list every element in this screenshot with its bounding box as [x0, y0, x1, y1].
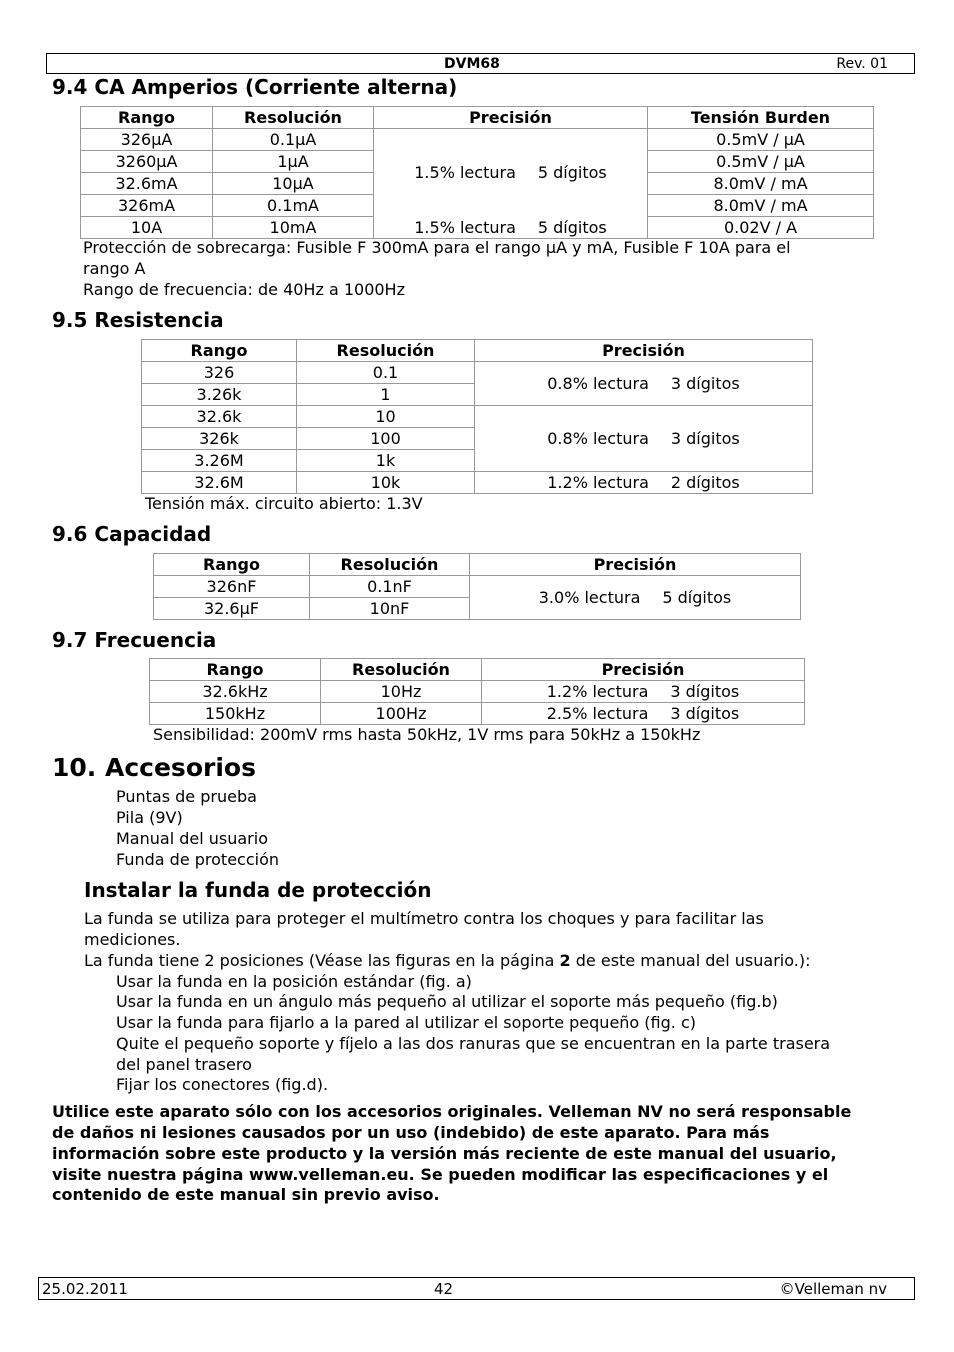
precision-digits: 2 dígitos	[670, 472, 740, 492]
range-cell: 32.6µF	[154, 598, 310, 620]
page-reference: 2	[559, 951, 571, 970]
precision-digits: 5 dígitos	[537, 162, 607, 182]
col-header: Rango	[142, 340, 297, 362]
col-header: Resolución	[213, 107, 374, 129]
warning-line: Utilice este aparato sólo con los accesorios originales. Velleman NV no será responsable	[52, 1102, 852, 1121]
resolution-cell: 10Hz	[321, 681, 482, 703]
precision-cell	[475, 406, 813, 472]
precision-cell	[475, 472, 813, 494]
accessory-item: Puntas de prueba	[116, 787, 257, 806]
cover-positions-text-end: de este manual del usuario.):	[570, 951, 811, 970]
range-cell: 32.6k	[142, 406, 297, 428]
resolution-cell: 10	[297, 406, 475, 428]
range-cell: 10A	[81, 217, 213, 239]
cover-step: Usar la funda para fijarlo a la pared al utilizar el soporte pequeño (fig. c)	[116, 1013, 696, 1032]
section-10-title: 10. Accesorios	[52, 753, 256, 782]
footer-date: 25.02.2011	[42, 1280, 128, 1298]
table-row	[142, 406, 813, 428]
page-header	[46, 53, 915, 74]
install-cover-title: Instalar la funda de protección	[84, 878, 432, 902]
resolution-cell: 100Hz	[321, 703, 482, 725]
col-header: Rango	[150, 659, 321, 681]
section-9-4-title: 9.4 CA Amperios (Corriente alterna)	[52, 75, 458, 99]
resolution-cell: 1k	[297, 450, 475, 472]
range-cell: 326mA	[81, 195, 213, 217]
table-row	[150, 681, 805, 703]
col-header: Resolución	[321, 659, 482, 681]
warning-line: información sobre este producto y la versión más reciente de este manual del usuario,	[52, 1144, 837, 1163]
frequency-table	[149, 658, 805, 725]
warning-line: contenido de este manual sin previo aviso.	[52, 1185, 440, 1204]
range-cell: 32.6M	[142, 472, 297, 494]
resolution-cell: 0.1µA	[213, 129, 374, 151]
cover-step: Usar la funda en un ángulo más pequeño al utilizar el soporte más pequeño (fig.b)	[116, 992, 778, 1011]
col-header: Rango	[154, 554, 310, 576]
col-header: Precisión	[475, 340, 813, 362]
precision-reading: 3.0% lectura	[538, 587, 641, 607]
resolution-cell: 1	[297, 384, 475, 406]
precision-cell	[482, 681, 805, 703]
section-9-6-title: 9.6 Capacidad	[52, 522, 212, 546]
overload-note-line2: rango A	[83, 259, 146, 278]
frequency-range-note: Rango de frecuencia: de 40Hz a 1000Hz	[83, 280, 405, 299]
cover-step: Quite el pequeño soporte y fíjelo a las dos ranuras que se encuentran en la parte trasera	[116, 1034, 831, 1053]
sensitivity-note: Sensibilidad: 200mV rms hasta 50kHz, 1V rms para 50kHz a 150kHz	[153, 725, 701, 744]
precision-reading: 1.5% lectura	[414, 162, 516, 182]
precision-cell	[374, 217, 648, 239]
table-row	[154, 576, 801, 598]
range-cell: 3.26M	[142, 450, 297, 472]
header-model: DVM68	[444, 56, 500, 72]
resolution-cell: 1µA	[213, 151, 374, 173]
resolution-cell: 0.1mA	[213, 195, 374, 217]
resistance-table	[141, 339, 813, 494]
footer-copyright: ©Velleman nv	[779, 1280, 887, 1298]
precision-digits: 3 dígitos	[670, 373, 740, 393]
precision-reading: 1.2% lectura	[546, 681, 649, 701]
table-row	[150, 703, 805, 725]
accessory-item: Funda de protección	[116, 850, 279, 869]
burden-cell: 0.5mV / µA	[648, 129, 874, 151]
resolution-cell: 10k	[297, 472, 475, 494]
precision-digits: 3 dígitos	[670, 703, 740, 723]
table-row	[142, 362, 813, 384]
header-rev: Rev. 01	[836, 56, 888, 72]
page-footer	[38, 1277, 915, 1300]
resolution-cell: 10µA	[213, 173, 374, 195]
range-cell: 3260µA	[81, 151, 213, 173]
precision-reading: 1.2% lectura	[547, 472, 649, 492]
accessory-item: Pila (9V)	[116, 808, 183, 827]
precision-cell	[482, 703, 805, 725]
table-row	[81, 217, 874, 239]
section-9-5-title: 9.5 Resistencia	[52, 308, 224, 332]
range-cell: 32.6kHz	[150, 681, 321, 703]
resolution-cell: 10nF	[310, 598, 470, 620]
cover-step: del panel trasero	[116, 1055, 252, 1074]
range-cell: 32.6mA	[81, 173, 213, 195]
resolution-cell: 100	[297, 428, 475, 450]
table-row	[81, 129, 874, 151]
range-cell: 326	[142, 362, 297, 384]
warning-line: de daños ni lesiones causados por un uso (indebido) de este aparato. Para más	[52, 1123, 770, 1142]
table-row	[142, 472, 813, 494]
precision-digits: 5 dígitos	[537, 217, 607, 237]
burden-cell: 0.02V / A	[648, 217, 874, 239]
burden-cell: 8.0mV / mA	[648, 195, 874, 217]
col-header: Precisión	[374, 107, 648, 129]
cover-step: Fijar los conectores (fig.d).	[116, 1075, 329, 1094]
cover-step: Usar la funda en la posición estándar (fig. a)	[116, 972, 472, 991]
resolution-cell: 0.1	[297, 362, 475, 384]
precision-digits: 3 dígitos	[670, 428, 740, 448]
cover-positions-text: La funda tiene 2 posiciones (Véase las figuras en la página	[84, 951, 560, 970]
cover-positions-line	[84, 950, 810, 971]
range-cell: 150kHz	[150, 703, 321, 725]
cover-paragraph-line1: La funda se utiliza para proteger el multímetro contra los choques y para facilitar las	[84, 909, 764, 928]
section-9-7-title: 9.7 Frecuencia	[52, 628, 217, 652]
precision-cell	[470, 576, 801, 620]
resolution-cell: 10mA	[213, 217, 374, 239]
col-header: Precisión	[482, 659, 805, 681]
precision-reading: 0.8% lectura	[547, 428, 649, 448]
warning-line: visite nuestra página www.velleman.eu. Se pueden modificar las especificaciones y el	[52, 1165, 829, 1184]
range-cell: 326k	[142, 428, 297, 450]
range-cell: 3.26k	[142, 384, 297, 406]
ac-current-table	[80, 106, 874, 239]
burden-cell: 0.5mV / µA	[648, 151, 874, 173]
range-cell: 326µA	[81, 129, 213, 151]
col-header: Resolución	[310, 554, 470, 576]
precision-cell	[374, 129, 648, 217]
col-header: Precisión	[470, 554, 801, 576]
precision-cell	[475, 362, 813, 406]
accessory-item: Manual del usuario	[116, 829, 268, 848]
open-circuit-note: Tensión máx. circuito abierto: 1.3V	[145, 494, 423, 513]
burden-cell: 8.0mV / mA	[648, 173, 874, 195]
precision-reading: 0.8% lectura	[547, 373, 649, 393]
footer-page-number: 42	[434, 1280, 454, 1298]
precision-digits: 5 dígitos	[662, 587, 732, 607]
cover-paragraph-line2: mediciones.	[84, 930, 181, 949]
col-header: Resolución	[297, 340, 475, 362]
resolution-cell: 0.1nF	[310, 576, 470, 598]
precision-digits: 3 dígitos	[670, 681, 740, 701]
capacitance-table	[153, 553, 801, 620]
col-header: Rango	[81, 107, 213, 129]
col-header: Tensión Burden	[648, 107, 874, 129]
overload-note-line1: Protección de sobrecarga: Fusible F 300mA para el rango µA y mA, Fusible F 10A para el	[83, 238, 791, 257]
range-cell: 326nF	[154, 576, 310, 598]
precision-reading: 2.5% lectura	[546, 703, 649, 723]
precision-reading: 1.5% lectura	[414, 217, 516, 237]
